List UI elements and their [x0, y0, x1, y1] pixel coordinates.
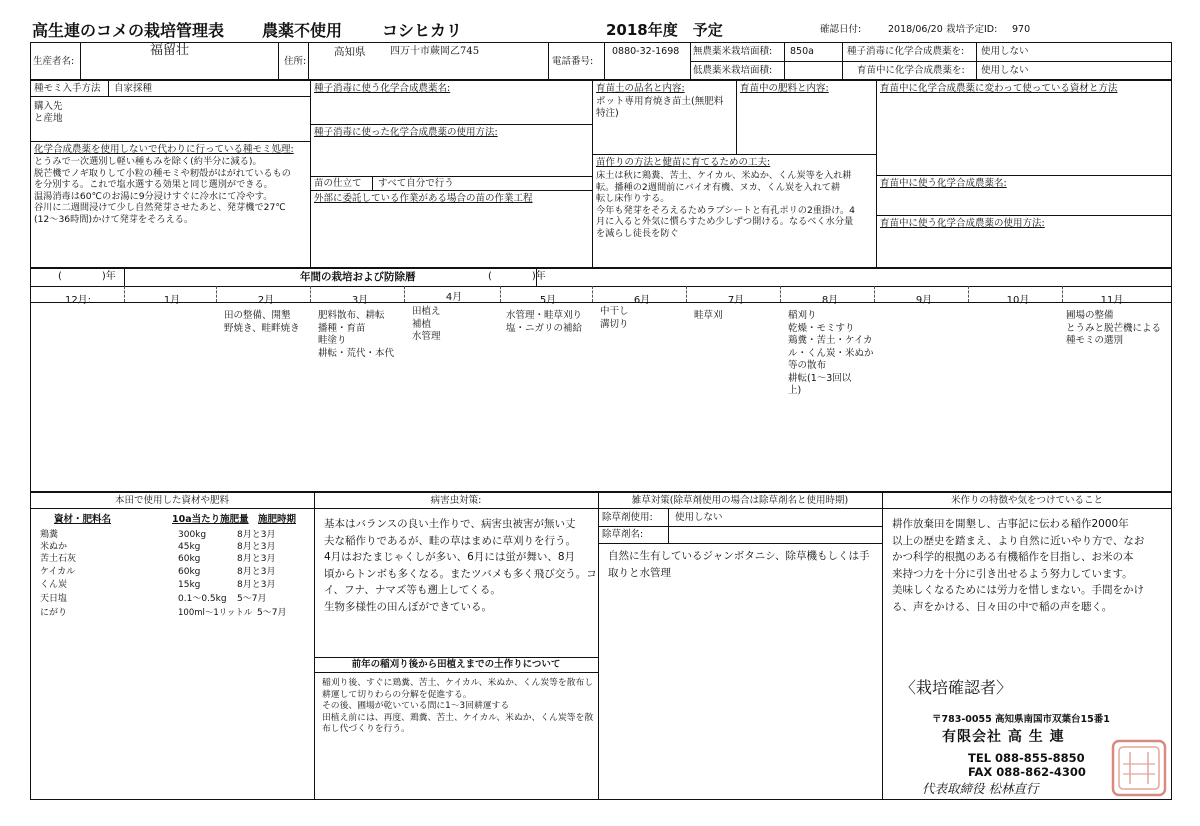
seed-chem: 使用しない [981, 46, 1029, 57]
calendar-item-jul: 畦草刈 [694, 310, 723, 321]
month-jan: 1月 [163, 295, 181, 306]
herbicide-name-label: 除草剤名: [602, 529, 644, 540]
year-plan: 2018年度 予定 [606, 21, 723, 39]
stamp-company: 有限会社 高 生 連 [942, 729, 1065, 745]
stamp-representative: 代表取締役 松林直行 [922, 781, 1039, 796]
seedling-prep: すべて自分で行う [378, 178, 454, 189]
herbicide-use: 使用しない [675, 512, 723, 523]
nursery-alt-label: 育苗中に化学合成農薬に変わって使っている資材と方法 [880, 83, 1118, 94]
address-pref: 高知県 [334, 46, 366, 58]
outsourced-label: 外部に委託している作業がある場合の苗の作業工程 [314, 193, 533, 204]
calendar-item-feb: 田の整備、開墾 野焼き、畦畔焼き [224, 310, 300, 334]
calendar-title: 年間の栽培および防除暦 [300, 271, 416, 283]
nursery-chem-label: 育苗中に化学合成農薬を: [857, 65, 965, 76]
seed-alt-text: とうみで一次選別し軽い種もみを除く(約半分に減る)。 脱芒機でノギ取りして小粒の種モミや籾殻がはがれているもの を分別する。これで塩水選する効果と同じ選別ができる。 温湯消毒は60℃のお湯に9分浸けすぐに冷水にて冷やす。 谷川に二週間浸けて少し自然発芽させたあと、発芽機で27℃ (12〜36時間)かけて発芽をそろえる。 [34, 156, 291, 225]
nursery-chem-name-label: 育苗中に使う化学合成農薬名: [880, 178, 1007, 189]
nursery-soil-label: 育苗土の品名と内容: [596, 83, 685, 94]
confirm-date: 2018/06/20 [888, 24, 943, 35]
month-feb: 2月 [257, 295, 275, 306]
stamp-tel: TEL 088-855-8850 [968, 751, 1085, 765]
noagri-area-label: 無農薬米栽培面積: [693, 46, 773, 57]
month-sep: 9月 [915, 295, 933, 306]
page-title: 高生連のコメの栽培管理表 [32, 21, 225, 40]
noagri-area: 850a [790, 46, 814, 57]
calendar-item-apr: 田植え 補植 水管理 [412, 306, 441, 342]
variety: コシヒカリ [382, 21, 463, 40]
prep-title: 前年の稲刈り後から田植えまでの土作りについて [351, 659, 561, 670]
month-apr: 4月 [445, 292, 463, 303]
weed-title: 雑草対策(除草剤使用の場合は除草剤名と使用時期) [631, 495, 849, 506]
materials-row: にがり 100ml〜1リットル 5〜7月 [40, 608, 287, 618]
calendar-item-may: 水管理・畦草刈り 塩・ニガリの補給 [506, 310, 583, 334]
nursery-soil: ポット専用育焼き苗土(無肥料 特注) [596, 96, 724, 119]
month-mar: 3月 [351, 295, 369, 306]
calendar-left-year: ( )年 [58, 271, 116, 282]
month-aug: 8月 [821, 295, 839, 306]
address-detail: 四万十市蕨岡乙745 [390, 46, 480, 57]
materials-title: 本田で使用した資材や肥料 [114, 495, 229, 506]
calendar-item-mar: 肥料散布、耕転 播種・育苗 畦塗り 耕転・荒代・本代 [318, 310, 395, 359]
seed-chem-method-label: 種子消毒に使った化学合成農薬の使用方法: [314, 127, 498, 138]
month-may: 5月 [539, 295, 557, 306]
nursery-chem: 使用しない [981, 65, 1029, 76]
prep-text: 稲刈り後、すぐに鶏糞、苦土、ケイカル、米ぬか、くん炭等を散布し 耕運して切りわらの分解を促進する。 その後、圃場が乾いている間に1〜3回耕運する 田植え前には、再度、鶏糞、苦土、ケイカル、米ぬか、くん炭等を散 布し代づくりを行う。 [322, 678, 594, 734]
nursery-method-label: 苗作りの方法と健苗に育てるための工夫: [596, 157, 771, 168]
stamp-fax: FAX 088-862-4300 [968, 765, 1086, 779]
plan-id-label: 栽培予定ID: [946, 24, 998, 35]
materials-col-period: 施肥時期 [258, 514, 297, 525]
materials-row: 米ぬか 45kg 8月と3月 [40, 542, 276, 552]
address-label: 住所: [284, 56, 307, 67]
month-dec: 12月: [64, 295, 92, 306]
materials-row: 鶏糞 300kg 8月と3月 [40, 530, 276, 540]
features-title: 米作りの特徴や気をつけていること [950, 495, 1103, 506]
seedling-prep-label: 苗の仕立て [314, 178, 362, 189]
name-label: 生産者名: [33, 56, 75, 67]
plan-id: 970 [1012, 24, 1031, 35]
stamp-postal: 〒783-0055 高知県南国市双葉台15番1 [932, 714, 1110, 725]
calendar-item-jun: 中干し 溝切り [600, 306, 629, 330]
nursery-fert-label: 育苗中の肥料と内容: [740, 83, 829, 94]
producer-name: 福留壮 [150, 43, 190, 58]
seed-alt-label: 化学合成農薬を使用しないで代わりに行っている種モミ処理: [34, 144, 294, 155]
pest-text: 基本はバランスの良い土作りで、病害虫被害が無い丈 夫な稲作りであるが、畦の草はまめに草刈りを行う。 4月はおたまじゃくしが多い、6月には蛍が舞い、8月 頃からトンボも多くなる。またツバメも多く飛び交う。コ イ、フナ、ナマズ等も遡上してくる。 生物多様性の田んぼができている。 [324, 518, 597, 613]
herbicide-use-label: 除草剤使用: [602, 512, 653, 523]
seed-source-label: 種モミ入手方法 [34, 83, 101, 94]
materials-row: 天日塩 0.1〜0.5kg 5〜7月 [40, 594, 267, 604]
nursery-chem-method-label: 育苗中に使う化学合成農薬の使用方法: [880, 218, 1045, 229]
seed-chem-label: 種子消毒に化学合成農薬を: [847, 46, 965, 57]
seal-stamp-icon [1110, 738, 1168, 798]
features-text: 耕作放棄田を開墾し、古事記に伝わる稲作2000年 以上の歴史を踏まえ、より自然に近いやり方で、なお かつ科学的根拠のある有機稲作を目指し、お米の本 来持つ力を十分に引き出せるよう努力しています。 美味しくなるためには労力を惜しまない。手間をかけ る、声をかける、日々田の中で稲の声を聴く。 [892, 518, 1145, 613]
materials-row: ケイカル 60kg 8月と3月 [40, 567, 276, 577]
nursery-method-text: 床土は秋に鶏糞、苦土、ケイカル、米ぬか、くん炭等を入れ耕 転。播種の2週間前にバイオ有機、ヌカ、くん炭を入れて耕 転し床作りする。 今年も発芽をそろえるためラブシートと有孔ポリの2重掛け。4 月に入ると外気に慣らすため少しずつ開ける。なるべく水分量 を減らし徒長を防ぐ [596, 170, 856, 239]
buy-label: 購入先 と産地 [34, 101, 63, 124]
confirm-date-label: 確認日付: [820, 24, 862, 35]
month-jun: 6月 [633, 295, 651, 306]
materials-row: 苦土石灰 60kg 8月と3月 [40, 554, 276, 564]
calendar-right-year: ( )年 [488, 271, 546, 282]
page-subtitle: 農薬不使用 [262, 21, 343, 40]
calendar-item-aug: 稲刈り 乾燥・モミすり 鶏糞・苦土・ケイカ ル・くん炭・米ぬか 等の散布 耕転(1〜3回以 上) [788, 310, 874, 396]
stamp-heading: 〈栽培確認者〉 [900, 678, 1013, 697]
pest-title: 病害虫対策: [430, 495, 482, 506]
calendar-item-nov: 圃場の整備 とうみと脱芒機による 種モミの選別 [1066, 310, 1162, 346]
materials-col-amount: 10a当たり施肥量 [172, 514, 249, 525]
month-nov: 11月 [1100, 295, 1124, 306]
seed-source: 自家採種 [114, 83, 153, 94]
seed-chem-used-label: 種子消毒に使う化学合成農薬名: [314, 83, 451, 94]
phone-label: 電話番号: [552, 56, 594, 67]
month-oct: 10月 [1006, 295, 1030, 306]
materials-col-name: 資材・肥料名 [54, 514, 112, 525]
phone: 0880-32-1698 [612, 46, 680, 57]
lowagri-area-label: 低農薬米栽培面積: [693, 65, 773, 76]
materials-row: くん炭 15kg 8月と3月 [40, 580, 276, 590]
weed-text: 自然に生有しているジャンボタニシ、除草機もしくは手 取りと水管理 [608, 550, 870, 579]
month-jul: 7月 [727, 295, 745, 306]
